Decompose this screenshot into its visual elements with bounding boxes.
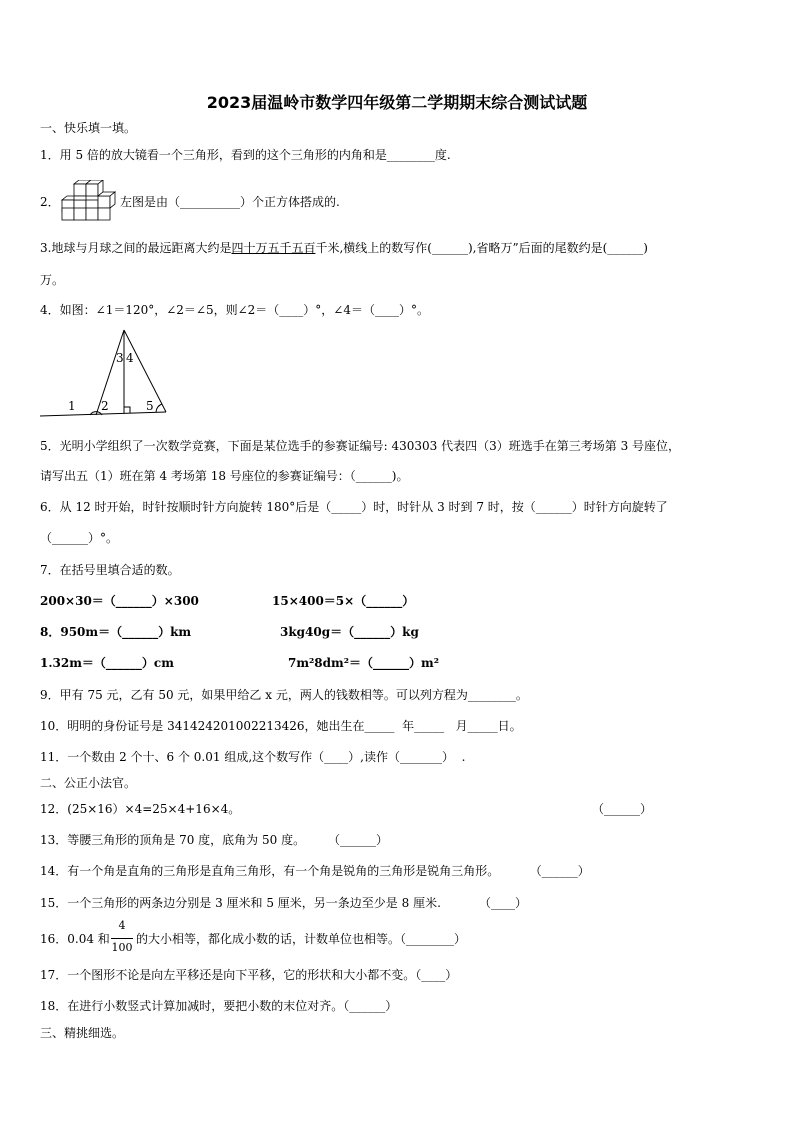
question-9: 9．甲有 75 元，乙有 50 元，如果甲给乙 x 元，两人的钱数相等。可以列方程为________。 [40,688,528,702]
question-3-underlined-number: 四十万五千五百 [231,241,316,255]
question-15: 15．一个三角形的两条边分别是 3 厘米和 5 厘米，另一条边至少是 8 厘米. （____） [40,896,528,910]
page-title: 2023届温岭市数学四年级第二学期期末综合测试试题 [206,93,588,112]
question-4: 4．如图：∠1＝120°，∠2＝∠5，则∠2＝（____）°，∠4＝（____）°。 [40,303,429,317]
angle-label-3: 3 [116,351,124,365]
section-1-heading: 一、快乐填一填。 [40,121,137,135]
question-17: 17．一个图形不论是向左平移还是向下平移，它的形状和大小都不变。（____） [40,968,458,982]
question-8-part-b: 3kg40g＝（______）kg [280,625,419,639]
angle-label-1: 1 [68,399,76,413]
triangle-figure [38,328,173,420]
angle-label-2: 2 [101,399,109,413]
angle-label-5: 5 [146,399,154,413]
question-1: 1．用 5 倍的放大镜看一个三角形，看到的这个三角形的内角和是________度. [40,148,451,162]
question-2-number: 2． [40,195,60,209]
angle-label-4: 4 [126,351,134,365]
section-2-heading: 二、公正小法官。 [40,776,137,790]
cubes-figure [58,180,120,222]
question-18: 18．在进行小数竖式计算加减时，要把小数的末位对齐。（______） [40,999,398,1013]
section-3-heading: 三、精挑细选。 [40,1026,125,1040]
fraction-denominator: 100 [111,941,133,954]
question-16-prefix: 16．0.04 和 [40,932,110,946]
question-10: 10．明明的身份证号是 341424201002213426，她出生在_____ 年_____ 月_____日。 [40,719,522,733]
fraction-numerator: 4 [118,919,126,932]
question-7: 7．在括号里填合适的数。 [40,563,180,577]
question-12-answer-box: （______） [592,802,653,816]
question-8-part-a: 8．950m＝（______）km [40,625,192,639]
question-7-part-a: 200×30＝（______）×300 [40,594,199,608]
question-6-line-1: 6．从 12 时开始，时针按顺时针方向旋转 180°后是（_____）时，时针从 3 时到 7 时，按（______）时针方向旋转了 [40,500,668,514]
question-3-line-1 [40,240,648,256]
question-16-suffix: 的大小相等，都化成小数的话，计数单位也相等。（________） [136,932,467,946]
question-5-line-1: 5．光明小学组织了一次数学竞赛，下面是某位选手的参赛证编号: 430303 代表四（3）班选手在第三考场第 3 号座位， [40,439,681,453]
question-2-text: 左图是由（__________）个正方体搭成的. [120,195,340,209]
question-7-part-b: 15×400＝5×（______） [272,594,415,608]
question-11: 11．一个数由 2 个十、6 个 0.01 组成,这个数写作（____）,读作（_______） . [40,750,466,764]
question-6-line-2: （______）°。 [40,531,119,545]
question-14: 14．有一个角是直角的三角形是直角三角形，有一个角是锐角的三角形是锐角三角形。 （______） [40,864,590,878]
question-3-line-2: 万。 [40,273,65,287]
question-8-part-c: 1.32m＝（______）cm [40,656,174,670]
question-3-suffix: 千米,横线上的数写作(______),省略万”后面的尾数约是(______) [315,241,648,255]
question-3-prefix: 3.地球与月球之间的最远距离大约是 [40,241,232,255]
question-12: 12．(25×16）×4=25×4+16×4。 [40,802,241,816]
question-13: 13．等腰三角形的顶角是 70 度，底角为 50 度。 （______） [40,833,388,847]
fraction-bar [111,938,133,939]
question-8-part-d: 7m²8dm²＝（______）m² [288,656,439,670]
question-5-line-2: 请写出五（1）班在第 4 考场第 18 号座位的参赛证编号：（______)。 [40,469,409,483]
